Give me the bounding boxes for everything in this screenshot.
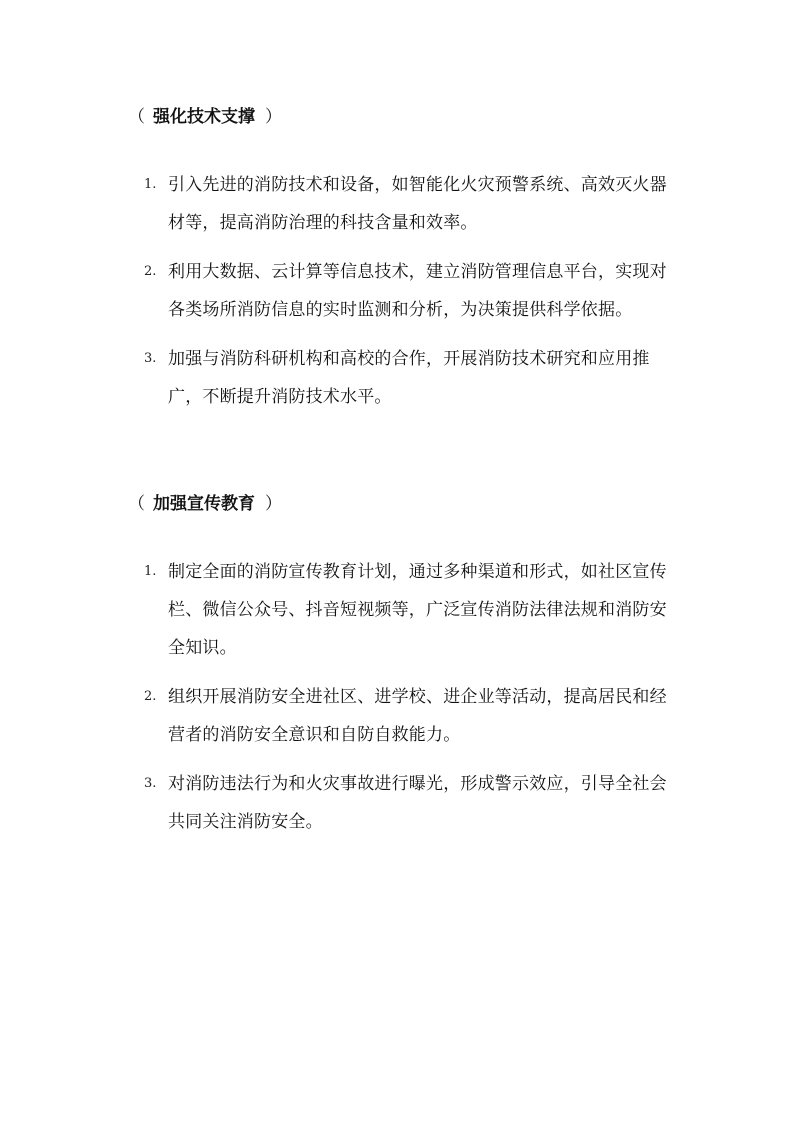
list-item-text: 对消防违法行为和火灾事故进行曝光，形成警示效应，引导全社会共同关注消防安全。 [168,774,667,832]
heading-title: 强化技术支撑 [153,107,255,127]
list-item [128,166,673,242]
list-item-number: 3. [144,351,157,366]
list-item-text: 制定全面的消防宣传教育计划，通过多种渠道和形式，如社区宣传栏、微信公众号、抖音短视频等，广泛宣传消防法律法规和消防安全知识。 [168,562,667,658]
list-item-number: 1. [144,564,157,579]
heading-close-paren: ） [265,107,282,127]
list-item-number: 3. [144,776,157,791]
list-item [128,340,673,416]
heading-open-paren: （ [128,107,145,127]
list-item-text: 引入先进的消防技术和设备，如智能化火灾预警系统、高效灭火器材等，提高消防治理的科技含量和效率。 [168,175,667,233]
list-item-text: 利用大数据、云计算等信息技术，建立消防管理信息平台，实现对各类场所消防信息的实时监测和分析，为决策提供科学依据。 [168,262,667,320]
section-tech-support [128,104,688,427]
list-item [128,765,673,841]
list-item [128,253,673,329]
list-item-text: 加强与消防科研机构和高校的合作，开展消防技术研究和应用推广，不断提升消防技术水平。 [168,349,650,407]
list-item [128,678,673,754]
list-item-number: 2. [144,689,157,704]
heading-open-paren: （ [128,494,145,514]
numbered-list [128,553,688,841]
heading-title: 加强宣传教育 [153,494,255,514]
section-heading [128,491,688,517]
numbered-list [128,166,688,416]
section-heading [128,104,688,130]
list-item-number: 2. [144,264,157,279]
list-item-text: 组织开展消防安全进社区、进学校、进企业等活动，提高居民和经营者的消防安全意识和自防自救能力。 [168,687,667,745]
list-item-number: 1. [144,177,157,192]
heading-close-paren: ） [265,494,282,514]
list-item [128,553,673,667]
section-publicity-education [128,491,688,852]
